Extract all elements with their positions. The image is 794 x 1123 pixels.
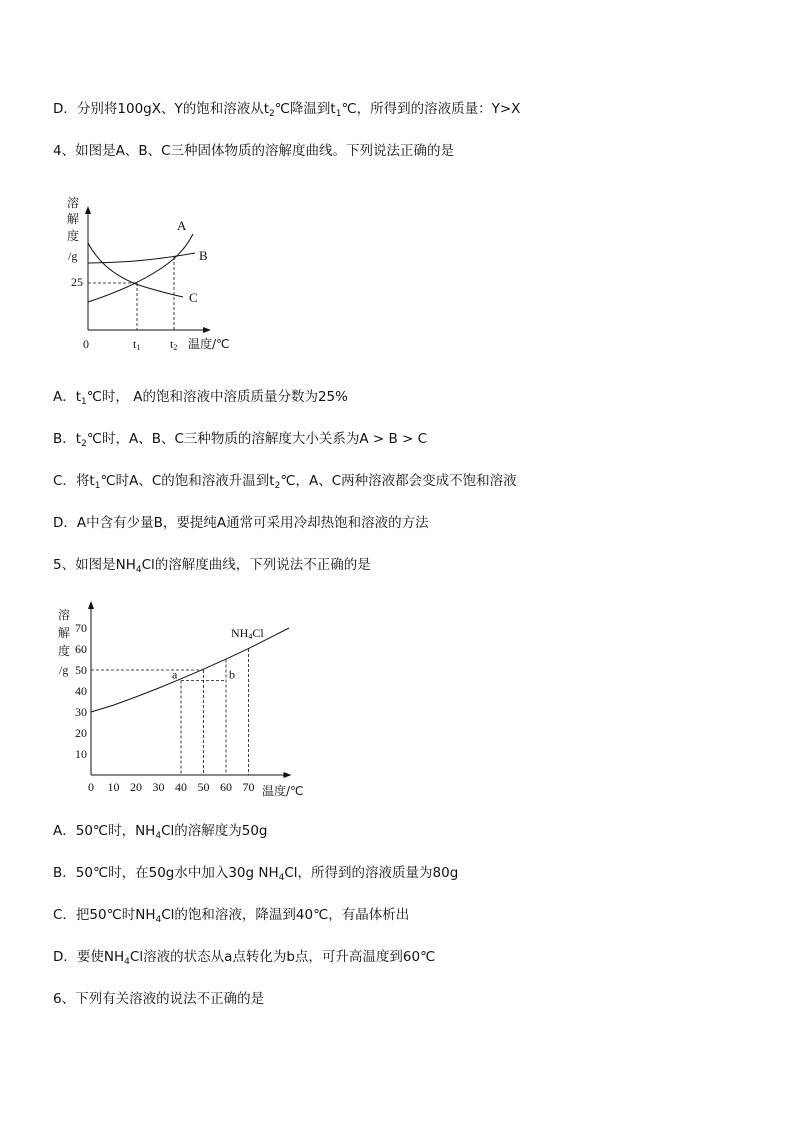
chart2-ylabel-2: 解 xyxy=(58,626,71,640)
chart2-ylabel-4: /g xyxy=(59,663,69,677)
chart1-ylabel-2: 解 xyxy=(67,212,80,226)
question4-stem: 4、如图是A、B、C三种固体物质的溶解度曲线。下列说法正确的是 xyxy=(53,143,455,159)
solubility-chart-abc xyxy=(55,190,255,360)
question5-option-d: D．要使$NH_4Cl$溶液的状态从a点转化为b点，可升高温度到60℃ xyxy=(53,949,436,967)
chart2-x-arrow xyxy=(284,772,292,778)
chart2-xtick-20: 20 xyxy=(130,780,142,794)
question4-option-a: A．$t_1℃$时， A的饱和溶液中溶质质量分数为25% xyxy=(53,389,348,407)
chart2-ytick-30: 30 xyxy=(75,705,87,719)
solubility-chart-nh4cl xyxy=(50,595,325,805)
chart1-xlabel: 温度/℃ xyxy=(188,337,230,351)
chart2-xtick-0: 0 xyxy=(88,780,94,794)
chart1-curve-c xyxy=(88,243,183,297)
chart2-ytick-20: 20 xyxy=(75,726,87,740)
question4-option-d: D．A中含有少量B，要提纯A通常可采用冷却热饱和溶液的方法 xyxy=(53,515,429,531)
chart1-series-a-label: A xyxy=(177,218,187,233)
question5-option-b: B．50℃时，在50g水中加入30g $NH_4Cl$，所得到的溶液质量为80g xyxy=(53,865,459,883)
question6-stem: 6、下列有关溶液的说法不正确的是 xyxy=(53,991,265,1007)
chart1-xtick-t2: t2 xyxy=(170,337,178,352)
chart2-xtick-30: 30 xyxy=(152,780,165,794)
question5-option-a: A．50℃时，$NH_4Cl$的溶解度为50g xyxy=(53,823,268,841)
question4-option-c: C．将$t_1℃$时A、C的饱和溶液升温到$t_2℃$，A、C两种溶液都会变成不饱和溶液 xyxy=(53,473,517,491)
chart1-ylabel-4: /g xyxy=(68,249,78,263)
chart1-series-c-label: C xyxy=(189,290,198,305)
chart2-guides xyxy=(91,649,249,775)
chart2-xtick-60: 60 xyxy=(220,780,232,794)
chart2-ytick-70: 70 xyxy=(75,621,87,635)
chart1-ylabel-1: 溶 xyxy=(67,196,80,210)
chart2-xtick-50: 50 xyxy=(197,780,210,794)
chart2-ticks xyxy=(75,621,255,794)
chart1-curve-a xyxy=(88,234,193,302)
chart1-xtick-0: 0 xyxy=(83,337,89,351)
chart2-ylabel-3: 度 xyxy=(58,644,71,658)
chart2-ytick-10: 10 xyxy=(75,747,87,761)
chart2-curve-nh4cl xyxy=(91,628,289,712)
chart2-xtick-10: 10 xyxy=(107,780,120,794)
chart2-point-b-label: b xyxy=(229,667,235,682)
chart1-ylabel-3: 度 xyxy=(67,229,80,243)
question4-option-b: B．$t_2℃$时，A、B、C三种物质的溶解度大小关系为A > B > C xyxy=(53,431,428,449)
chart2-ytick-50: 50 xyxy=(75,663,87,677)
question5-stem: 5、如图是$NH_4Cl$的溶解度曲线，下列说法不正确的是 xyxy=(53,557,371,575)
chart2-ylabel-1: 溶 xyxy=(58,608,71,622)
chart2-xtick-70: 70 xyxy=(242,780,255,794)
chart2-xtick-40: 40 xyxy=(175,780,187,794)
question3-option-d: D．分别将100gX、Y的饱和溶液从$t_2℃$降温到$t_1℃$，所得到的溶液质量：Y>X xyxy=(53,101,521,119)
chart1-series-b-label: B xyxy=(199,248,208,263)
chart2-ytick-40: 40 xyxy=(75,684,87,698)
chart2-point-a-label: a xyxy=(172,667,178,682)
chart1-xtick-t1: t1 xyxy=(133,337,141,352)
chart2-series-label: NH4Cl xyxy=(231,626,264,641)
chart1-axes xyxy=(85,206,211,333)
chart2-xlabel: 温度/℃ xyxy=(262,784,304,798)
question5-option-c: C．把50℃时$NH_4Cl$的饱和溶液，降温到40℃，有晶体析出 xyxy=(53,907,410,925)
chart1-ytick-25: 25 xyxy=(71,275,83,289)
chart2-y-arrow xyxy=(88,601,94,609)
chart2-ytick-60: 60 xyxy=(75,642,87,656)
